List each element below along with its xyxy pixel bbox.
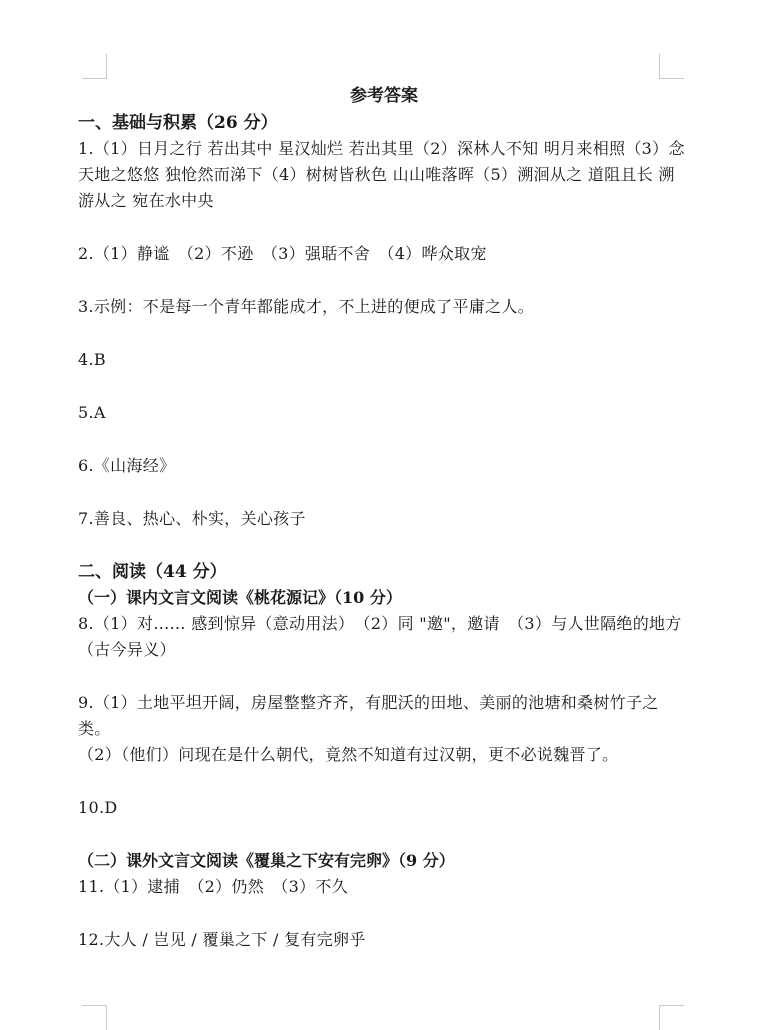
answer-q9-part2: （2）（他们）问现在是什么朝代，竟然不知道有过汉朝，更不必说魏晋了。 (78, 745, 619, 764)
answer-q4: 4.B (78, 350, 106, 369)
answer-q3: 3.示例：不是每一个青年都能成才，不上进的便成了平庸之人。 (78, 297, 534, 316)
subsection-heading-taohuayuan: （一）课内文言文阅读《桃花源记》（10 分） (78, 588, 402, 607)
answer-q6: 6.《山海经》 (78, 456, 176, 475)
subsection-heading-fuchao: （二）课外文言文阅读《覆巢之下安有完卵》（9 分） (78, 851, 455, 870)
answer-q7: 7.善良、热心、朴实，关心孩子 (78, 509, 306, 528)
section-heading-reading: 二、阅读（44 分） (78, 562, 227, 582)
answer-q12: 12.大人 / 岂见 / 覆巢之下 / 复有完卵乎 (78, 930, 366, 949)
answer-q9-part1: 9.（1）土地平坦开阔，房屋整整齐齐，有肥沃的田地、美丽的池塘和桑树竹子之类。 (78, 693, 659, 738)
answer-q8: 8.（1）对…… 感到惊异（意动用法） （2）同 "邀"，邀请 （3）与人世隔绝的地方（古今异义） (78, 614, 682, 659)
answer-q11: 11.（1）逮捕 （2）仍然 （3）不久 (78, 877, 348, 896)
answer-q1: 1.（1）日月之行 若出其中 星汉灿烂 若出其里（2）深林人不知 明月来相照（3）念天地之悠悠 独怆然而涕下（4）树树皆秋色 山山唯落晖（5）溯洄从之 道阻且长 溯游从之 宛在水中央 (78, 139, 685, 210)
crop-mark-bottom-right (659, 1005, 684, 1030)
answer-q2: 2.（1）静谧 （2）不逊 （3）强聒不舍 （4）哗众取宠 (78, 244, 487, 263)
page-title: 参考答案 (350, 86, 418, 106)
answer-q5: 5.A (78, 403, 106, 422)
answer-q10: 10.D (78, 798, 118, 817)
crop-mark-top-left (82, 54, 107, 79)
section-heading-basics: 一、基础与积累（26 分） (78, 113, 278, 133)
crop-mark-top-right (659, 54, 684, 79)
document-content (78, 82, 690, 953)
crop-mark-bottom-left (82, 1005, 107, 1030)
